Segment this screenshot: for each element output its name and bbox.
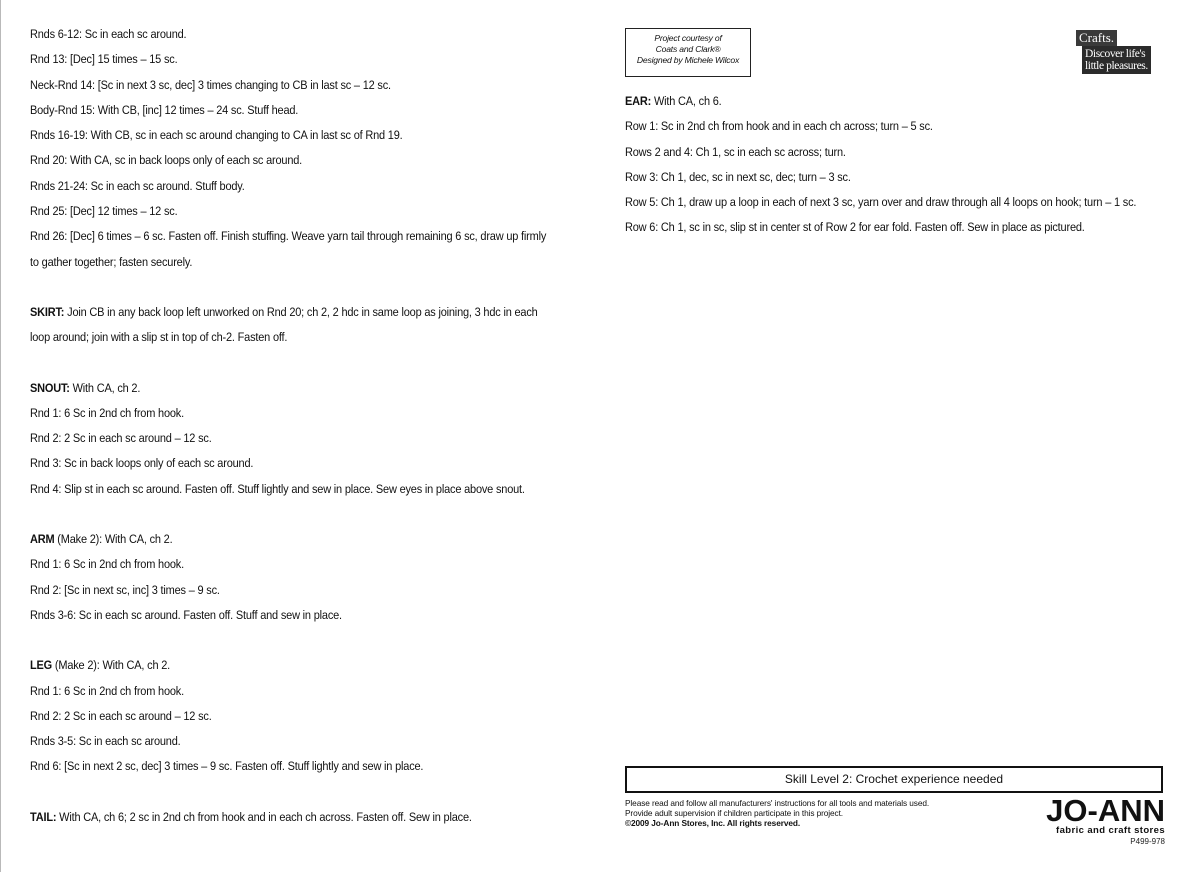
tail-heading: TAIL: (30, 809, 57, 824)
ear-heading: EAR: (625, 94, 652, 108)
arm-line: Rnd 1: 6 Sc in 2nd ch from hook. (30, 557, 184, 572)
instruction-line: Rnds 6-12: Sc in each sc around. (30, 27, 187, 41)
skirt-text: Join CB in any back loop left unworked on Rnd 20; ch 2, 2 hdc in same loop as joining, 3 hdc in each (67, 304, 538, 319)
skill-level-box: Skill Level 2: Crochet experience needed (625, 766, 1163, 793)
snout-intro: With CA, ch 2. (72, 380, 141, 395)
snout-line: Rnd 3: Sc in back loops only of each sc around. (30, 456, 254, 471)
instruction-line: Rnds 16-19: With CB, sc in each sc around changing to CA in last sc of Rnd 19. (30, 128, 403, 143)
disclaimer-line: Please read and follow all manufacturers' instructions for all tools and materials used. (625, 798, 930, 808)
arm-section (30, 527, 570, 552)
page-edge-line (0, 0, 1, 872)
copyright-line: ©2009 Jo-Ann Stores, Inc. All rights reserved. (625, 818, 801, 828)
crafts-tagline-line: Discover life's (1085, 48, 1146, 60)
tail-section (30, 805, 570, 830)
snout-section (30, 376, 570, 401)
ear-line: Row 6: Ch 1, sc in sc, slip st in center st of Row 2 for ear fold. Fasten off. Sew in place as pictured. (625, 220, 1085, 235)
snout-line: Rnd 4: Slip st in each sc around. Fasten off. Stuff lightly and sew in place. Sew eyes in place above snout. (30, 481, 525, 496)
leg-section (30, 653, 570, 678)
instruction-line: Body-Rnd 15: With CB, [inc] 12 times – 24 sc. Stuff head. (30, 102, 299, 117)
courtesy-line: Coats and Clark® (655, 44, 721, 54)
courtesy-line: Project courtesy of (654, 33, 722, 43)
snout-heading: SNOUT: (30, 380, 70, 395)
tail-text: With CA, ch 6; 2 sc in 2nd ch from hook and in each ch across. Fasten off. Sew in place. (59, 809, 472, 824)
leg-heading: LEG (30, 658, 53, 673)
instruction-line: Rnd 20: With CA, sc in back loops only of each sc around. (30, 153, 303, 168)
instructions-right-column (625, 89, 1156, 241)
instruction-line: Rnd 13: [Dec] 15 times – 15 sc. (30, 52, 178, 67)
disclaimer-text (625, 798, 1005, 828)
arm-line: Rnd 2: [Sc in next sc, inc] 3 times – 9 sc. (30, 582, 220, 597)
skirt-section (30, 300, 570, 325)
ear-line: Rows 2 and 4: Ch 1, sc in each sc across; turn. (625, 144, 846, 159)
arm-heading: ARM (30, 532, 55, 547)
instructions-left-column (30, 22, 570, 830)
joann-logo (1010, 793, 1165, 848)
ear-line: Row 1: Sc in 2nd ch from hook and in each ch across; turn – 5 sc. (625, 119, 933, 134)
ear-section (625, 89, 1156, 114)
leg-intro: (Make 2): With CA, ch 2. (54, 658, 171, 673)
ear-line: Row 5: Ch 1, draw up a loop in each of next 3 sc, yarn over and draw through all 4 loops on hook; turn – 1 sc. (625, 195, 1137, 210)
joann-tagline: fabric and craft stores (1056, 825, 1165, 836)
arm-line: Rnds 3-6: Sc in each sc around. Fasten off. Stuff and sew in place. (30, 607, 342, 622)
instruction-line: Rnds 21-24: Sc in each sc around. Stuff body. (30, 178, 245, 193)
leg-line: Rnd 1: 6 Sc in 2nd ch from hook. (30, 683, 184, 698)
crafts-logo-word: Crafts. (1076, 30, 1117, 46)
crafts-logo (1076, 30, 1162, 78)
disclaimer-line: Provide adult supervision if children participate in this project. (625, 808, 843, 818)
snout-line: Rnd 1: 6 Sc in 2nd ch from hook. (30, 405, 184, 420)
crafts-tagline-line: little pleasures. (1085, 60, 1148, 72)
designer-line: Designed by Michele Wilcox (636, 55, 740, 65)
instruction-line: Rnd 25: [Dec] 12 times – 12 sc. (30, 204, 178, 219)
project-code: P499-978 (1130, 837, 1165, 846)
ear-line: Row 3: Ch 1, dec, sc in next sc, dec; turn – 3 sc. (625, 169, 851, 184)
snout-line: Rnd 2: 2 Sc in each sc around – 12 sc. (30, 431, 212, 446)
instruction-line: to gather together; fasten securely. (30, 254, 193, 269)
ear-intro: With CA, ch 6. (653, 94, 722, 108)
leg-line: Rnd 2: 2 Sc in each sc around – 12 sc. (30, 708, 212, 723)
skirt-heading: SKIRT: (30, 304, 65, 319)
project-courtesy-box (625, 28, 751, 77)
leg-line: Rnds 3-5: Sc in each sc around. (30, 734, 181, 749)
skirt-text-line: loop around; join with a slip st in top of ch-2. Fasten off. (30, 330, 288, 345)
joann-wordmark: JO-ANN (1046, 793, 1165, 828)
leg-line: Rnd 6: [Sc in next 2 sc, dec] 3 times – 9 sc. Fasten off. Stuff lightly and sew in place. (30, 759, 424, 774)
instruction-line: Rnd 26: [Dec] 6 times – 6 sc. Fasten off. Finish stuffing. Weave yarn tail through remaining 6 sc, draw up firmly (30, 229, 547, 244)
arm-intro: (Make 2): With CA, ch 2. (57, 532, 173, 547)
crafts-logo-tagline (1082, 46, 1151, 74)
instruction-line: Neck-Rnd 14: [Sc in next 3 sc, dec] 3 times changing to CB in last sc – 12 sc. (30, 77, 391, 92)
